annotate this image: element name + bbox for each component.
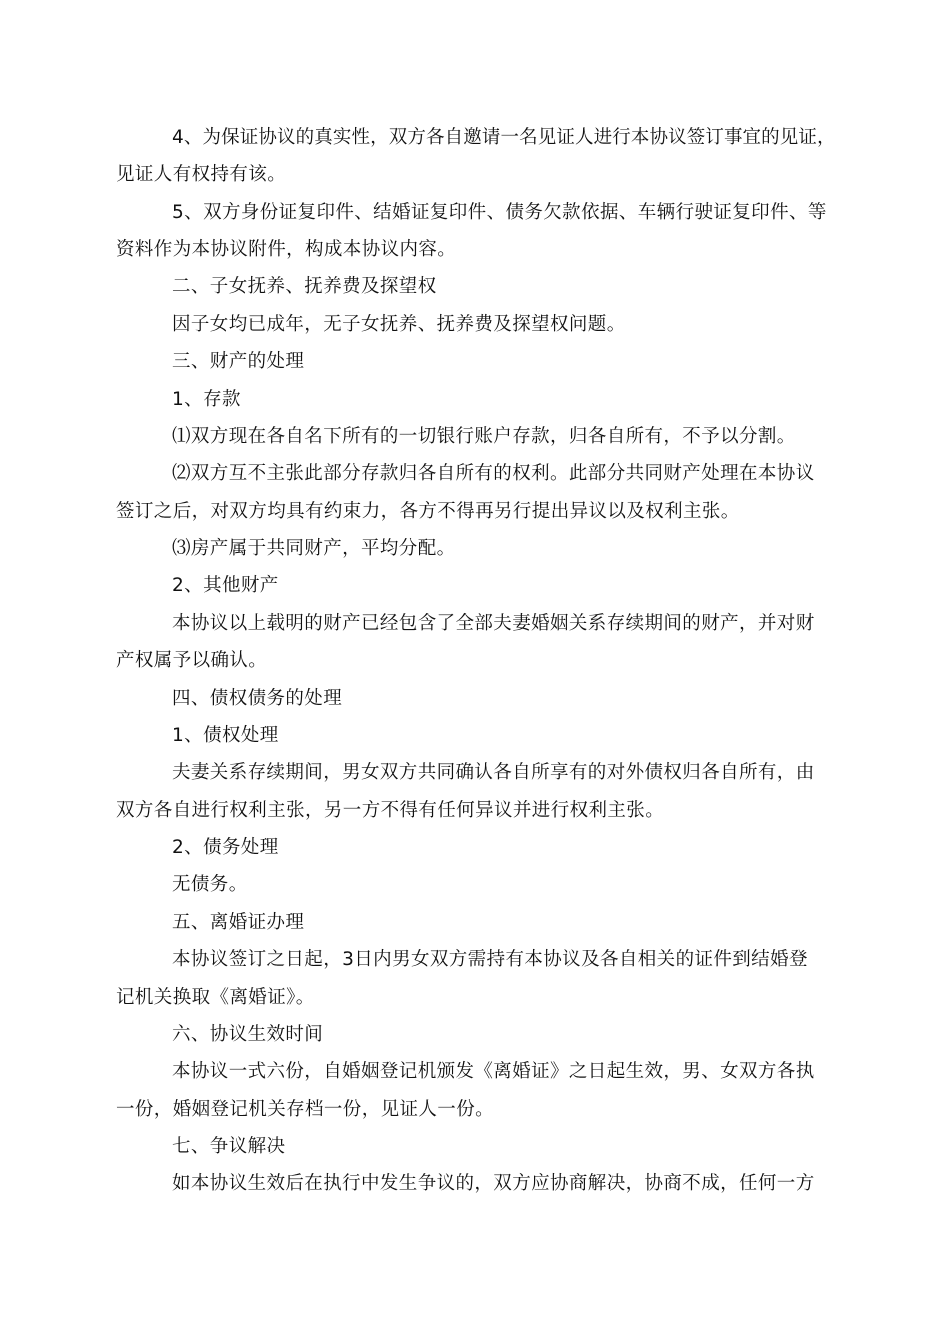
paragraph-line: 夫妻关系存续期间，男女双方共同确认各自所享有的对外债权归各自所有，由 bbox=[172, 762, 815, 783]
section-heading: 四、债权债务的处理 bbox=[172, 688, 343, 709]
paragraph-line: 本协议一式六份，自婚姻登记机颁发《离婚证》之日起生效，男、女双方各执 bbox=[172, 1061, 815, 1082]
section-heading: 七、争议解决 bbox=[172, 1136, 286, 1157]
paragraph-line: 见证人有权持有该。 bbox=[116, 164, 287, 185]
subsection-heading: 1、存款 bbox=[172, 389, 241, 410]
paragraph-line: 无债务。 bbox=[172, 874, 248, 895]
paragraph-line: ⑴双方现在各自名下所有的一切银行账户存款，归各自所有，不予以分割。 bbox=[172, 426, 796, 447]
section-heading: 二、子女抚养、抚养费及探望权 bbox=[172, 276, 437, 297]
paragraph-line: ⑵双方互不主张此部分存款归各自所有的权利。此部分共同财产处理在本协议 bbox=[172, 463, 815, 484]
paragraph-line: 如本协议生效后在执行中发生争议的，双方应协商解决，协商不成，任何一方 bbox=[172, 1173, 815, 1194]
paragraph-line: 本协议签订之日起，3日内男女双方需持有本协议及各自相关的证件到结婚登 bbox=[172, 949, 808, 970]
paragraph-line: 签订之后，对双方均具有约束力，各方不得再另行提出异议以及权利主张。 bbox=[116, 501, 740, 522]
paragraph-line: 4、为保证协议的真实性，双方各自邀请一名见证人进行本协议签订事宜的见证， bbox=[172, 127, 836, 148]
subsection-heading: 2、债务处理 bbox=[172, 837, 279, 858]
paragraph-line: 双方各自进行权利主张，另一方不得有任何异议并进行权利主张。 bbox=[116, 800, 665, 821]
paragraph-line: 因子女均已成年，无子女抚养、抚养费及探望权问题。 bbox=[172, 314, 626, 335]
section-heading: 三、财产的处理 bbox=[172, 351, 305, 372]
section-heading: 六、协议生效时间 bbox=[172, 1024, 324, 1045]
paragraph-line: 资料作为本协议附件，构成本协议内容。 bbox=[116, 239, 457, 260]
paragraph-line: 记机关换取《离婚证》。 bbox=[116, 987, 315, 1008]
paragraph-line: 一份，婚姻登记机关存档一份，见证人一份。 bbox=[116, 1099, 495, 1120]
paragraph-line: 产权属予以确认。 bbox=[116, 650, 268, 671]
subsection-heading: 2、其他财产 bbox=[172, 575, 279, 596]
paragraph-line: 本协议以上载明的财产已经包含了全部夫妻婚姻关系存续期间的财产，并对财 bbox=[172, 613, 815, 634]
paragraph-line: 5、双方身份证复印件、结婚证复印件、债务欠款依据、车辆行驶证复印件、等 bbox=[172, 202, 827, 223]
subsection-heading: 1、债权处理 bbox=[172, 725, 279, 746]
paragraph-line: ⑶房产属于共同财产，平均分配。 bbox=[172, 538, 456, 559]
section-heading: 五、离婚证办理 bbox=[172, 912, 305, 933]
